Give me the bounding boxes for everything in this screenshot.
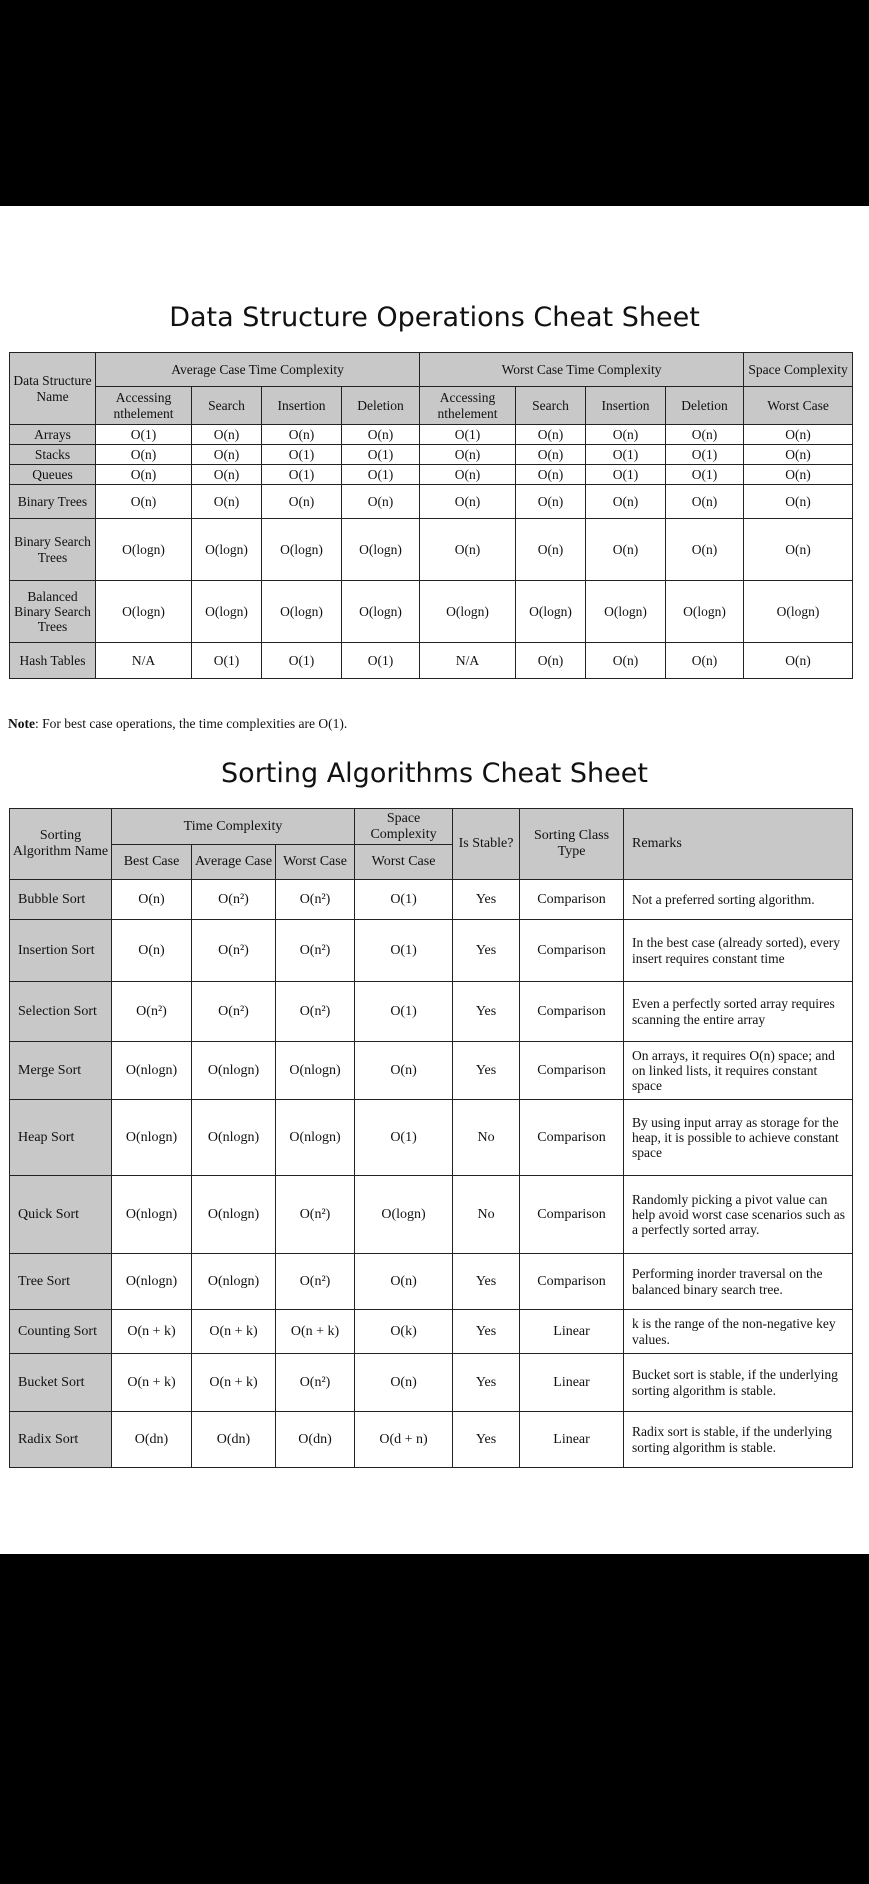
sort-title: Sorting Algorithms Cheat Sheet — [221, 758, 648, 789]
table-row — [10, 880, 853, 920]
ds-cell: O(logn) — [420, 581, 516, 643]
sort-cell-stable: Yes — [453, 1354, 520, 1412]
ds-cell: O(1) — [262, 445, 342, 465]
sort-cell-avg: O(n + k) — [192, 1310, 276, 1354]
sort-class-header: Sorting Class Type — [520, 809, 624, 880]
ds-cell: O(1) — [342, 643, 420, 679]
table-row — [10, 643, 853, 679]
sort-cell-class: Comparison — [520, 1100, 624, 1176]
sort-cell-avg: O(nlogn) — [192, 1254, 276, 1310]
sort-cell-stable: Yes — [453, 1042, 520, 1100]
ds-cell: O(n) — [192, 445, 262, 465]
ds-cell: O(n) — [96, 445, 192, 465]
sort-cell-best: O(dn) — [112, 1412, 192, 1468]
sort-cell-avg: O(n + k) — [192, 1354, 276, 1412]
sort-cell-class: Comparison — [520, 1254, 624, 1310]
ds-worst-header: Worst Case Time Complexity — [420, 353, 744, 387]
ds-cell: O(1) — [586, 465, 666, 485]
ds-row-label: Hash Tables — [10, 643, 96, 679]
ds-cell: O(1) — [666, 465, 744, 485]
ds-cell: O(n) — [516, 643, 586, 679]
sort-space-header: Space Complexity — [355, 809, 453, 845]
ds-row-label: Balanced Binary Search Trees — [10, 581, 96, 643]
sort-cell-stable: Yes — [453, 920, 520, 982]
sort-cell-worst: O(n + k) — [276, 1310, 355, 1354]
ds-title: Data Structure Operations Cheat Sheet — [169, 302, 700, 333]
table-row — [10, 519, 853, 581]
sort-cell-class: Comparison — [520, 1042, 624, 1100]
table-row — [10, 1254, 853, 1310]
ds-cell: O(n) — [744, 519, 853, 581]
ds-cell: O(logn) — [192, 581, 262, 643]
sort-cell-class: Comparison — [520, 1176, 624, 1254]
note-label: Note — [8, 716, 35, 731]
sort-cell-remarks: Not a preferred sorting algorithm. — [624, 880, 853, 920]
table-row — [10, 581, 853, 643]
sort-cell-class: Comparison — [520, 880, 624, 920]
sort-subheader: Worst Case — [276, 845, 355, 880]
ds-subheader: Deletion — [666, 387, 744, 425]
table-row — [10, 1042, 853, 1100]
ds-subheader: Search — [516, 387, 586, 425]
ds-cell: O(n) — [744, 445, 853, 465]
ds-cell: O(1) — [262, 643, 342, 679]
sort-cell-worst: O(dn) — [276, 1412, 355, 1468]
sort-cell-stable: No — [453, 1100, 520, 1176]
sort-row-label: Radix Sort — [10, 1412, 112, 1468]
sort-row-label: Merge Sort — [10, 1042, 112, 1100]
sort-cell-best: O(n) — [112, 920, 192, 982]
ds-cell: O(n) — [262, 485, 342, 519]
table-row — [10, 1100, 853, 1176]
sort-cell-space: O(1) — [355, 982, 453, 1042]
table-row — [10, 1176, 853, 1254]
sort-cell-remarks: Even a perfectly sorted array requires scanning the entire array — [624, 982, 853, 1042]
sort-cell-best: O(nlogn) — [112, 1254, 192, 1310]
sort-time-header: Time Complexity — [112, 809, 355, 845]
ds-note — [8, 716, 347, 732]
ds-cell: O(1) — [666, 445, 744, 465]
table-row — [10, 445, 853, 465]
ds-cell: O(logn) — [586, 581, 666, 643]
ds-cell: O(n) — [420, 485, 516, 519]
ds-cell: O(1) — [342, 445, 420, 465]
ds-avg-header: Average Case Time Complexity — [96, 353, 420, 387]
sort-cell-remarks: By using input array as storage for the heap, it is possible to achieve constant space — [624, 1100, 853, 1176]
sort-cell-best: O(n) — [112, 880, 192, 920]
ds-cell: O(n) — [516, 485, 586, 519]
sort-cell-avg: O(dn) — [192, 1412, 276, 1468]
sort-cell-worst: O(n²) — [276, 982, 355, 1042]
ds-subheader: Insertion — [262, 387, 342, 425]
sort-cell-stable: Yes — [453, 1310, 520, 1354]
ds-subheader: Accessing nthelement — [96, 387, 192, 425]
sort-cell-stable: Yes — [453, 1412, 520, 1468]
ds-cell: O(n) — [516, 445, 586, 465]
sort-subheader: Average Case — [192, 845, 276, 880]
note-text: : For best case operations, the time complexities are O(1). — [35, 716, 348, 731]
ds-row-label: Arrays — [10, 425, 96, 445]
sort-row-label: Insertion Sort — [10, 920, 112, 982]
ds-cell: O(n) — [666, 643, 744, 679]
ds-cell: O(n) — [192, 465, 262, 485]
sort-cell-remarks: In the best case (already sorted), every insert requires constant time — [624, 920, 853, 982]
sort-cell-space: O(logn) — [355, 1176, 453, 1254]
sort-cell-space: O(1) — [355, 880, 453, 920]
ds-cell: O(n) — [586, 519, 666, 581]
sort-cell-class: Comparison — [520, 920, 624, 982]
ds-subheader: Insertion — [586, 387, 666, 425]
ds-cell: O(logn) — [666, 581, 744, 643]
sort-cell-class: Linear — [520, 1412, 624, 1468]
sort-row-label: Counting Sort — [10, 1310, 112, 1354]
sort-remarks-header: Remarks — [624, 809, 853, 880]
sort-row-label: Bucket Sort — [10, 1354, 112, 1412]
sort-cell-avg: O(nlogn) — [192, 1100, 276, 1176]
sort-row-label: Quick Sort — [10, 1176, 112, 1254]
ds-cell: O(n) — [586, 485, 666, 519]
sort-row-label: Tree Sort — [10, 1254, 112, 1310]
ds-cell: O(n) — [192, 485, 262, 519]
ds-cell: O(n) — [516, 519, 586, 581]
sort-row-label: Selection Sort — [10, 982, 112, 1042]
table-row — [10, 485, 853, 519]
sort-cell-worst: O(n²) — [276, 880, 355, 920]
sort-cell-space: O(n) — [355, 1254, 453, 1310]
sort-cell-avg: O(nlogn) — [192, 1176, 276, 1254]
ds-cell: O(logn) — [96, 519, 192, 581]
sort-cell-worst: O(nlogn) — [276, 1042, 355, 1100]
ds-cell: O(n) — [516, 465, 586, 485]
ds-cell: O(1) — [420, 425, 516, 445]
cheat-sheet-page — [0, 206, 869, 1554]
ds-cell: O(n) — [420, 445, 516, 465]
ds-name-header: Data Structure Name — [10, 353, 96, 425]
sort-cell-best: O(n + k) — [112, 1354, 192, 1412]
ds-cell: O(n) — [744, 643, 853, 679]
table-row — [10, 982, 853, 1042]
sort-cell-space: O(n) — [355, 1354, 453, 1412]
sort-cell-worst: O(n²) — [276, 1354, 355, 1412]
ds-cell: O(logn) — [342, 581, 420, 643]
sort-table — [9, 808, 853, 1468]
sort-cell-remarks: k is the range of the non-negative key values. — [624, 1310, 853, 1354]
sort-cell-worst: O(n²) — [276, 920, 355, 982]
ds-cell: O(n) — [744, 465, 853, 485]
ds-cell: O(n) — [586, 643, 666, 679]
sort-row-label: Bubble Sort — [10, 880, 112, 920]
table-row — [10, 1412, 853, 1468]
sort-cell-class: Comparison — [520, 982, 624, 1042]
sort-cell-space: O(k) — [355, 1310, 453, 1354]
ds-cell: O(n) — [342, 425, 420, 445]
ds-space-header: Space Complexity — [744, 353, 853, 387]
sort-cell-avg: O(n²) — [192, 920, 276, 982]
sort-cell-avg: O(nlogn) — [192, 1042, 276, 1100]
table-row — [10, 1310, 853, 1354]
ds-cell: O(n) — [192, 425, 262, 445]
ds-cell: O(n) — [96, 465, 192, 485]
sort-cell-remarks: Randomly picking a pivot value can help avoid worst case scenarios such as a perfectly sorted array. — [624, 1176, 853, 1254]
ds-row-label: Binary Trees — [10, 485, 96, 519]
ds-cell: O(logn) — [744, 581, 853, 643]
sort-cell-worst: O(n²) — [276, 1176, 355, 1254]
sort-cell-worst: O(nlogn) — [276, 1100, 355, 1176]
sort-cell-best: O(nlogn) — [112, 1042, 192, 1100]
ds-cell: O(n) — [342, 485, 420, 519]
sort-stable-header: Is Stable? — [453, 809, 520, 880]
ds-subheader: Accessing nthelement — [420, 387, 516, 425]
sort-cell-stable: Yes — [453, 880, 520, 920]
table-row — [10, 920, 853, 982]
table-row — [10, 465, 853, 485]
ds-cell: O(1) — [96, 425, 192, 445]
sort-subheader: Worst Case — [355, 845, 453, 880]
ds-cell: O(logn) — [96, 581, 192, 643]
table-row — [10, 425, 853, 445]
sort-cell-stable: No — [453, 1176, 520, 1254]
sort-cell-remarks: Bucket sort is stable, if the underlying sorting algorithm is stable. — [624, 1354, 853, 1412]
ds-cell: O(n) — [586, 425, 666, 445]
ds-cell: O(n) — [666, 485, 744, 519]
ds-cell: N/A — [420, 643, 516, 679]
sort-cell-avg: O(n²) — [192, 880, 276, 920]
ds-row-label: Stacks — [10, 445, 96, 465]
sort-row-label: Heap Sort — [10, 1100, 112, 1176]
sort-cell-space: O(d + n) — [355, 1412, 453, 1468]
ds-cell: O(n) — [666, 425, 744, 445]
ds-cell: O(logn) — [516, 581, 586, 643]
sort-cell-space: O(n) — [355, 1042, 453, 1100]
sort-cell-avg: O(n²) — [192, 982, 276, 1042]
ds-cell: O(n) — [744, 425, 853, 445]
sort-cell-stable: Yes — [453, 982, 520, 1042]
ds-subheader: Deletion — [342, 387, 420, 425]
sort-name-header: Sorting Algorithm Name — [10, 809, 112, 880]
ds-cell: O(1) — [262, 465, 342, 485]
sort-cell-space: O(1) — [355, 920, 453, 982]
sort-cell-remarks: Performing inorder traversal on the balanced binary search tree. — [624, 1254, 853, 1310]
sort-subheader: Best Case — [112, 845, 192, 880]
ds-cell: O(n) — [744, 485, 853, 519]
ds-cell: O(1) — [192, 643, 262, 679]
ds-cell: O(n) — [420, 519, 516, 581]
ds-subheader: Worst Case — [744, 387, 853, 425]
sort-cell-best: O(n + k) — [112, 1310, 192, 1354]
ds-cell: O(logn) — [262, 581, 342, 643]
ds-cell: O(n) — [516, 425, 586, 445]
ds-table — [9, 352, 853, 679]
sort-cell-best: O(nlogn) — [112, 1176, 192, 1254]
ds-row-label: Queues — [10, 465, 96, 485]
sort-cell-best: O(nlogn) — [112, 1100, 192, 1176]
sort-cell-best: O(n²) — [112, 982, 192, 1042]
ds-cell: O(1) — [342, 465, 420, 485]
sort-cell-remarks: Radix sort is stable, if the underlying sorting algorithm is stable. — [624, 1412, 853, 1468]
sort-cell-class: Linear — [520, 1310, 624, 1354]
ds-cell: O(logn) — [192, 519, 262, 581]
ds-cell: O(logn) — [342, 519, 420, 581]
ds-cell: O(n) — [420, 465, 516, 485]
sort-cell-worst: O(n²) — [276, 1254, 355, 1310]
ds-cell: O(logn) — [262, 519, 342, 581]
ds-subheader: Search — [192, 387, 262, 425]
sort-cell-space: O(1) — [355, 1100, 453, 1176]
sort-cell-class: Linear — [520, 1354, 624, 1412]
sort-cell-stable: Yes — [453, 1254, 520, 1310]
ds-cell: O(n) — [96, 485, 192, 519]
sort-cell-remarks: On arrays, it requires O(n) space; and on linked lists, it requires constant space — [624, 1042, 853, 1100]
table-row — [10, 1354, 853, 1412]
ds-cell: O(1) — [586, 445, 666, 465]
ds-row-label: Binary Search Trees — [10, 519, 96, 581]
ds-cell: O(n) — [666, 519, 744, 581]
ds-cell: N/A — [96, 643, 192, 679]
ds-cell: O(n) — [262, 425, 342, 445]
